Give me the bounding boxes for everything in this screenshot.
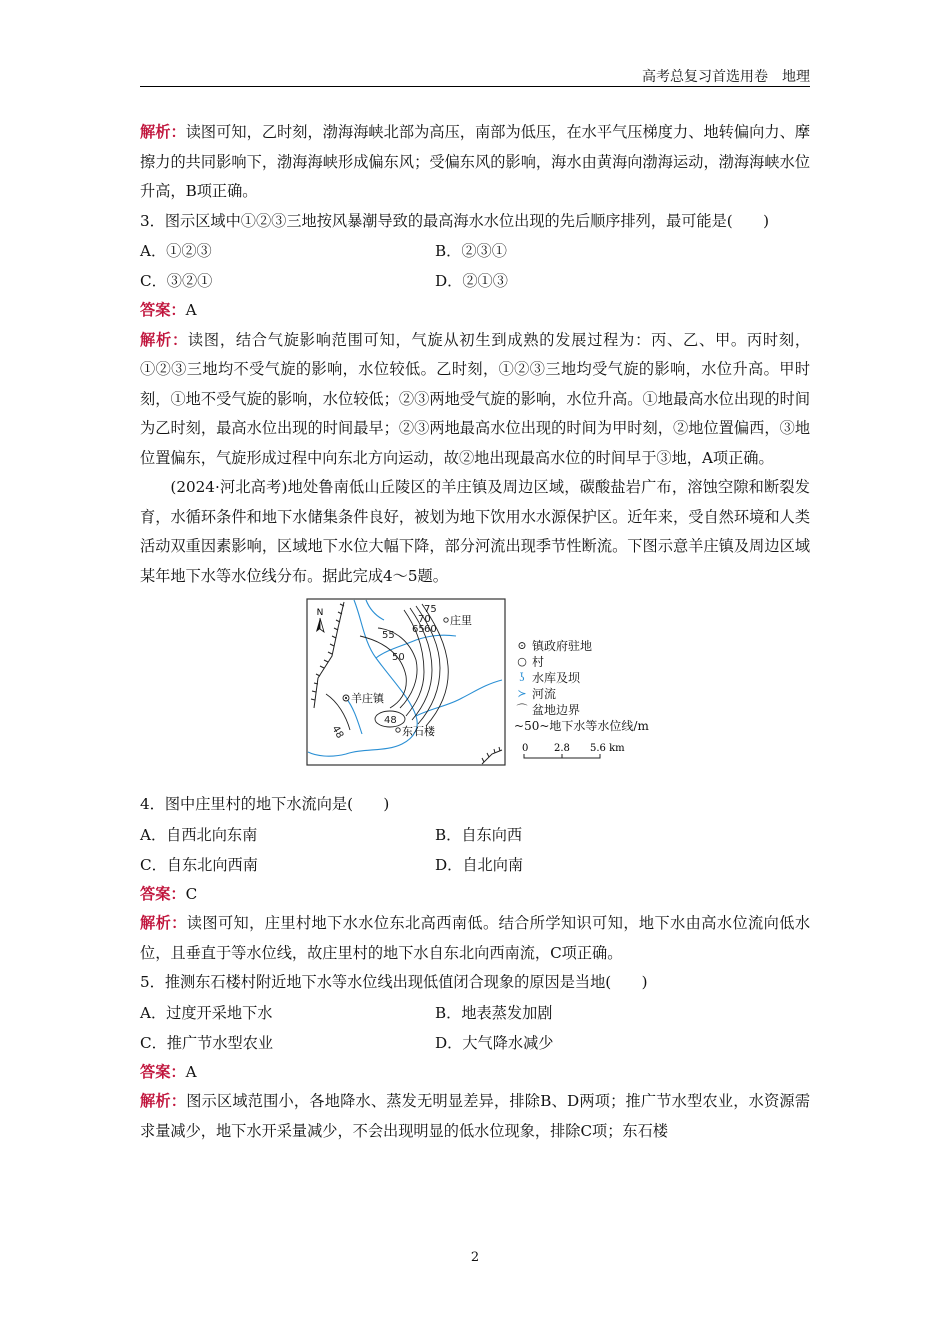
north-label: N xyxy=(316,608,324,618)
scale-label-28: 2.8 xyxy=(554,743,570,754)
scale-label-56: 5.6 km xyxy=(590,743,625,754)
analysis-label: 解析： xyxy=(140,1092,187,1110)
option-c[interactable]: C．推广节水型农业 xyxy=(140,1033,274,1052)
q4-analysis xyxy=(140,909,810,968)
option-d[interactable]: D．②①③ xyxy=(435,272,508,290)
q4-options-row2 xyxy=(140,850,810,880)
option-a[interactable]: A．①②③ xyxy=(140,242,212,260)
answer-label: 答案： xyxy=(140,1062,186,1081)
village-icon: ○ xyxy=(517,655,527,668)
answer-value: C xyxy=(185,884,198,903)
answer-label: 答案： xyxy=(140,301,186,319)
scale-bar-graphic xyxy=(520,742,630,764)
material-paragraph: (2024·河北高考)地处鲁南低山丘陵区的羊庄镇及周边区域，碳酸盐岩广布，溶蚀空隙和断裂发育，水循环条件和地下水储集条件良好，被划为地下饮用水水源保护区。近年来，受自然环境和人类活动双重因素影响，区域地下水位大幅下降，部分河流出现季节性断流。下图示意羊庄镇及周边区域某年地下水等水位线分布。据此完成4～5题。 xyxy=(140,478,810,585)
zhuangli-label: 庄里 xyxy=(450,614,472,627)
answer-value: A xyxy=(185,301,197,319)
page-number: 2 xyxy=(470,1250,480,1265)
q5-options-row1 xyxy=(140,998,810,1028)
scale-label-0: 0 xyxy=(522,743,529,754)
legend-item: ~ 50 ~ 地下水等水位线/m xyxy=(514,719,649,733)
legend-item: ○ 村 xyxy=(514,654,649,670)
yangzhuang-label: 羊庄镇 xyxy=(351,692,384,705)
option-a[interactable]: A．过度开采地下水 xyxy=(140,1003,273,1022)
q5-options-row2 xyxy=(140,1028,810,1058)
contour-label-55: 55 xyxy=(382,630,395,641)
q3-options-row2 xyxy=(140,266,810,296)
option-c[interactable]: C．自东北向西南 xyxy=(140,855,258,874)
groundwater-map xyxy=(306,598,506,766)
map-scale-bar xyxy=(520,742,630,767)
option-d[interactable]: D．大气降水减少 xyxy=(435,1033,554,1052)
contour-label-48: 48 xyxy=(384,715,397,726)
legend-item: ⊙ 镇政府驻地 xyxy=(514,638,649,654)
q5-answer xyxy=(140,1058,810,1088)
reservoir-icon: ʖ xyxy=(519,671,525,684)
q3-stem: 3．图示区域中①②③三地按风暴潮导致的最高海水水位出现的先后顺序排列，最可能是( ) xyxy=(140,211,770,230)
contour-icon: ~ xyxy=(514,719,525,733)
q4-stem: 4．图中庄里村的地下水流向是( ) xyxy=(140,795,390,813)
analysis-label: 解析： xyxy=(140,914,187,932)
contour-label-60: 60 xyxy=(424,624,437,635)
option-b[interactable]: B．地表蒸发加剧 xyxy=(435,1003,553,1022)
legend-item: ʖ 水库及坝 xyxy=(514,670,649,686)
town-seat-icon: ⊙ xyxy=(517,639,527,652)
legend-item: ⌒ 盆地边界 xyxy=(514,702,649,718)
analysis-text: 读图可知，庄里村地下水水位东北高西南低。结合所学知识可知，地下水由高水位流向低水位，且垂直于等水位线，故庄里村的地下水自东北向西南流，C项正确。 xyxy=(140,914,811,962)
contour-label-75: 75 xyxy=(424,604,437,615)
answer-label: 答案： xyxy=(140,884,186,903)
basin-edge-icon: ⌒ xyxy=(516,703,528,716)
page-header xyxy=(140,64,810,87)
option-d[interactable]: D．自北向南 xyxy=(435,855,524,874)
contour-label-50: 50 xyxy=(392,652,405,663)
q2-analysis xyxy=(140,118,810,207)
q4-answer xyxy=(140,880,810,910)
q3-analysis xyxy=(140,326,810,474)
q4-options-row1 xyxy=(140,820,810,850)
place-dongshilou xyxy=(396,724,436,738)
q3-answer xyxy=(140,296,810,326)
legend-item: ≻ 河流 xyxy=(514,686,649,702)
option-b[interactable]: B．自东向西 xyxy=(435,825,523,844)
dongshilou-label: 东石楼 xyxy=(402,725,435,738)
groundwater-map-figure xyxy=(140,598,810,780)
analysis-label: 解析： xyxy=(140,123,186,141)
page-content xyxy=(140,118,810,1146)
q3-options-row1 xyxy=(140,236,810,266)
q5-stem: 5．推测东石楼村附近地下水等水位线出现低值闭合现象的原因是当地( ) xyxy=(140,973,648,991)
header-title: 高考总复习首选用卷 地理 xyxy=(642,69,810,85)
contour-label-65: 65 xyxy=(412,624,425,635)
contour-label-70: 70 xyxy=(418,614,431,625)
analysis-text: 读图可知，乙时刻，渤海海峡北部为高压，南部为低压，在水平气压梯度力、地转偏向力、摩擦力的共同影响下，渤海海峡形成偏东风；受偏东风的影响，海水由黄海向渤海运动，渤海海峡水位升高，B项正确。 xyxy=(140,123,811,200)
river-icon: ≻ xyxy=(517,687,527,700)
contour-label-48b: 48 xyxy=(329,724,346,741)
option-b[interactable]: B．②③① xyxy=(435,242,507,260)
option-a[interactable]: A．自西北向东南 xyxy=(140,825,258,844)
analysis-text: 读图，结合气旋影响范围可知，气旋从初生到成熟的发展过程为：丙、乙、甲。丙时刻，①②③三地均不受气旋的影响，水位较低。乙时刻，①②③三地均受气旋的影响，水位升高。甲时刻，①地不受气旋的影响，水位较低；②③两地受气旋的影响，水位升高。①地最高水位出现的时间为乙时刻，最高水位出现的时间最早；②③两地最高水位出现的时间为甲时刻，②地位置偏西，③地位置偏东，气旋形成过程中向东北方向运动，故②地出现最高水位的时间早于③地，A项正确。 xyxy=(140,330,811,467)
analysis-label: 解析： xyxy=(140,330,188,349)
map-legend xyxy=(514,638,649,734)
analysis-text: 图示区域范围小，各地降水、蒸发无明显差异，排除B、D两项；推广节水型农业，水资源需求量减少，地下水开采量减少，不会出现明显的低水位现象，排除C项；东石楼 xyxy=(140,1092,811,1140)
option-c[interactable]: C．③②① xyxy=(140,272,213,290)
answer-value: A xyxy=(185,1062,197,1081)
q5-analysis xyxy=(140,1087,810,1146)
